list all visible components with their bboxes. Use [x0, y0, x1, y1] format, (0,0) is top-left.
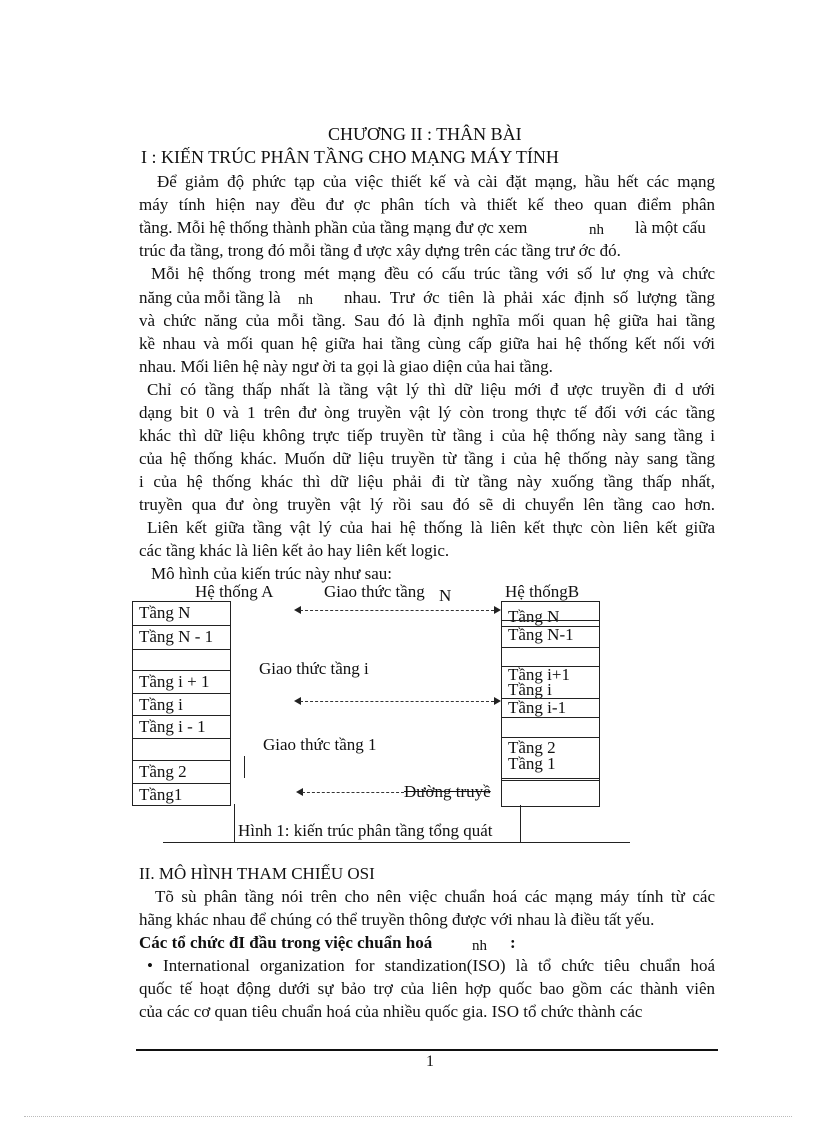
arrow-right-head-n	[494, 606, 501, 614]
para1-line4: trúc đa tầng, trong đó mỗi tầng đ ược xây dựng trên các tầng trư ớc đó.	[139, 241, 621, 260]
protocol-n-label: Giao thức tầng	[324, 582, 425, 601]
left-layer-i-1: Tầng i - 1	[133, 715, 230, 738]
right-layer-2: Tầng 2	[502, 737, 599, 758]
page-number: 1	[426, 1053, 434, 1070]
para3-line2: dạng bit 0 và 1 trên đư òng truyền vật lý còn trong thực tế đối với các tầng	[139, 403, 715, 422]
para1-line1: Để giảm độ phức tạp của việc thiết kế và cài đặt mạng, hầu hết các mạng	[157, 172, 715, 191]
para2-line3: và chức năng của mỗi tầng. Sau đó là định nghĩa mối quan hệ giữa hai tầng	[139, 311, 715, 330]
system-a-label: Hệ thống A	[195, 582, 274, 601]
para3-line6: truyền qua đư òng truyền vật lý rồi sau đó sẽ di chuyển lên tầng cao hơn.	[139, 495, 715, 514]
right-layer-n-1: Tầng N-1	[502, 626, 599, 647]
protocol-i-label: Giao thức tầng i	[259, 659, 369, 678]
para4-line1: Liên kết giữa tầng vật lý của hai hệ thống là liên kết thực còn liên kết giữa	[147, 518, 715, 537]
system-a-stack	[132, 601, 231, 806]
physical-link-bottom	[163, 842, 630, 843]
left-layer-blank-2	[133, 738, 230, 760]
bold-heading-nh: nh	[472, 938, 487, 954]
protocol-i-arrow	[300, 701, 494, 702]
right-layer-i-1: Tầng i-1	[502, 698, 599, 717]
system-b-label: Hệ thốngB	[505, 582, 580, 601]
system-b-stack	[501, 601, 600, 807]
bullet-line3: của các cơ quan tiêu chuẩn hoá của nhiều quốc gia. ISO tổ chức thành các	[139, 1002, 643, 1021]
left-layer-1: Tầng1	[133, 783, 230, 806]
bold-heading-colon: :	[510, 933, 516, 952]
right-layer-blank-2	[502, 717, 599, 737]
left-layer-n: Tầng N	[139, 603, 191, 622]
figure-caption: Hình 1: kiến trúc phân tầng tổng quát	[238, 821, 493, 840]
bold-heading: Các tổ chức đI đầu trong việc chuẩn hoá	[139, 933, 433, 952]
para3-line5: i của hệ thống khác thì dữ liệu phải đi từ tầng này xuống tầng thấp nhất,	[139, 472, 715, 491]
footer-rule	[136, 1049, 718, 1051]
para1-line3b: nh	[589, 222, 604, 238]
right-layer-1: Tầng 1	[508, 754, 556, 773]
para2-line5: nhau. Mối liên hệ này ngư ời ta gọi là giao diện của hai tầng.	[139, 357, 553, 376]
para2-line2a: năng của mỗi tầng là	[139, 288, 281, 307]
page-edge	[24, 1116, 792, 1117]
left-layer-i-plus-1: Tầng i + 1	[133, 670, 230, 693]
section-1-title: I : KIẾN TRÚC PHÂN TẦNG CHO MẠNG MÁY TÍNH	[141, 147, 559, 167]
bullet-line2: quốc tế hoạt động dưới sự bảo trợ của liên hợp quốc bao gồm các thành viên	[139, 979, 715, 998]
right-stack-line	[501, 620, 599, 621]
physical-line-label: Đường truyề	[404, 782, 491, 801]
para1-line3a: tầng. Mỗi hệ thống thành phần của tầng mạng đư ợc xem	[139, 218, 528, 237]
protocol-1-label: Giao thức tầng 1	[263, 735, 377, 754]
arrow-right-head-i	[494, 697, 501, 705]
connector-line	[244, 756, 245, 778]
right-layer-blank-1	[502, 647, 599, 666]
right-stack-line-2	[501, 778, 599, 779]
chapter-title: CHƯƠNG II : THÂN BÀI	[328, 124, 522, 144]
bullet-line1: • International organization for standization(ISO) là tổ chức tiêu chuẩn hoá	[147, 956, 715, 975]
para2-line2c: nhau. Trư ớc tiên là phải xác định số lượng tầng	[344, 288, 715, 307]
right-layer-blank-3	[502, 780, 599, 807]
left-layer-n-1: Tầng N - 1	[133, 625, 230, 649]
left-layer-2: Tầng 2	[133, 760, 230, 783]
physical-link-left	[234, 804, 235, 842]
para3-line1: Chỉ có tầng thấp nhất là tầng vật lý thì dữ liệu mới đ ược truyền đi d ưới	[147, 380, 715, 399]
right-layer-i: Tầng i	[508, 680, 552, 699]
para1-line2: máy tính hiện nay đều đư ợc phân tích và thiết kế theo quan điểm phân	[139, 195, 715, 214]
para6-line1: Tõ sù phân tầng nói trên cho nên việc chuẩn hoá các mạng máy tính từ các	[155, 887, 715, 906]
physical-link-right	[520, 805, 521, 842]
right-layer-n: Tầng N	[508, 607, 560, 626]
left-layer-blank-1	[133, 649, 230, 670]
para6-line2: hãng khác nhau để chúng có thể truyền thông được với nhau là điều tất yếu.	[139, 910, 655, 929]
para2-line2b: nh	[298, 292, 313, 308]
para4-line2: các tầng khác là liên kết ảo hay liên kết logic.	[139, 541, 450, 560]
protocol-n-arrow	[300, 610, 494, 611]
para5-line1: Mô hình của kiến trúc này như sau:	[151, 564, 393, 583]
para2-line4: kề nhau và mối quan hệ giữa hai tầng cùng cấp giữa hai hệ thống kết nối với	[139, 334, 715, 353]
para3-line3: khác thì dữ liệu không trực tiếp truyền từ tầng i của hệ thống này sang tầng i	[139, 426, 715, 445]
para2-line1: Mỗi hệ thống trong mét mạng đều có cấu trúc tầng với số lư ợng và chức	[151, 264, 715, 283]
left-layer-i: Tầng i	[133, 693, 230, 715]
protocol-n-sub: N	[439, 586, 452, 605]
para3-line4: của hệ thống khác. Muốn dữ liệu truyền từ tầng i của hệ thống này sang tầng	[139, 449, 715, 468]
para1-line3c: là một cấu	[635, 218, 706, 237]
section-2-title: II. MÔ HÌNH THAM CHIẾU OSI	[139, 864, 375, 883]
protocol-1-arrow	[302, 792, 404, 793]
right-layer-i-plus-1: Tầng i+1	[502, 666, 599, 683]
